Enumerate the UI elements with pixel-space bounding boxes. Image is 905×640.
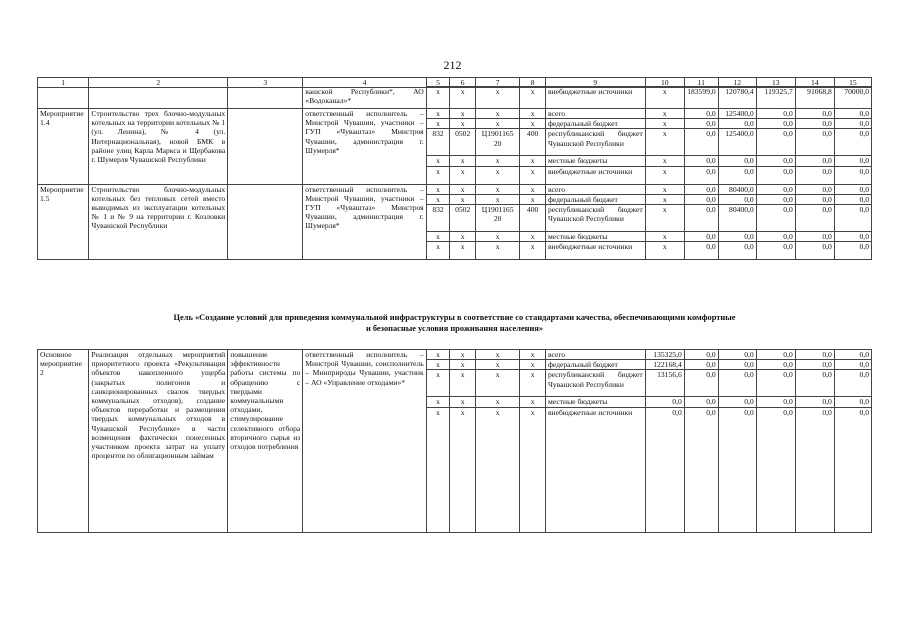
value-cell: x [426,232,450,242]
amount-cell: 0,0 [684,232,718,242]
responsible-cell: ответственный исполнитель – Минстрой Чувашии, соисполнитель – Минприроды Чувашии, участник – АО «Управление отходами»* [303,350,426,533]
page-number: 212 [443,58,462,72]
amount-cell: 0,0 [795,350,834,360]
value-cell: x [520,109,546,119]
event-code-cell: Мероприятие 1.4 [38,109,89,185]
value-cell: x [426,360,450,370]
value-cell: x [476,360,520,370]
value-cell: x [476,397,520,407]
amount-cell: 0,0 [718,156,756,166]
amount-cell: 0,0 [834,205,871,232]
value-cell: x [450,350,476,360]
amount-cell: 0,0 [756,407,795,532]
value-cell: x [645,205,684,232]
amount-cell: 0,0 [834,242,871,260]
value-cell: x [520,184,546,194]
column-number: 2 [89,78,228,88]
value-cell: x [645,129,684,156]
value-cell: Ц1901165 20 [476,205,520,232]
value-cell: x [450,109,476,119]
amount-cell: 0,0 [834,166,871,184]
value-cell: x [476,232,520,242]
column-number: 14 [795,78,834,88]
amount-cell: 0,0 [756,156,795,166]
amount-cell: 0,0 [684,242,718,260]
amount-cell: 0,0 [718,119,756,129]
amount-cell: 0,0 [834,129,871,156]
amount-cell: 0,0 [684,360,718,370]
amount-cell: 0,0 [718,242,756,260]
amount-cell: 0,0 [684,194,718,204]
value-cell: x [645,194,684,204]
amount-cell: 0,0 [795,156,834,166]
value-cell: x [476,166,520,184]
amount-cell: 0,0 [718,232,756,242]
amount-cell: 0,0 [684,370,718,397]
amount-cell: 0,0 [756,370,795,397]
amount-cell: 0,0 [795,109,834,119]
goal-heading [37,312,872,334]
value-cell: x [645,87,684,109]
funding-source-cell: республиканский бюджет Чувашской Республики [545,129,645,156]
goal-line: и безопасные условия проживания населения» [365,324,544,333]
funding-row [38,350,872,360]
amount-cell: 0,0 [756,129,795,156]
amount-cell: 0,0 [795,370,834,397]
column-number: 10 [645,78,684,88]
funding-source-cell: внебюджетные источники [545,166,645,184]
amount-cell: 0,0 [756,166,795,184]
value-cell: x [645,109,684,119]
amount-cell: 0,0 [756,350,795,360]
funding-source-cell: федеральный бюджет [545,119,645,129]
funding-row [38,109,872,119]
event-description-cell: Строительство блочно-модульных котельных без тепловых сетей вместо выводимых из эксплуатации котельных № 1 и № 9 на территории г. Козловки Чувашской Республики [89,184,228,260]
amount-cell: 0,0 [834,119,871,129]
amount-cell: 0,0 [684,156,718,166]
target-indicator-cell [228,184,303,260]
amount-cell: 91068,8 [795,87,834,109]
value-cell: x [520,370,546,397]
value-cell: x [520,407,546,532]
event-description-cell: Строительство трех блочно-модульных котельных на территории котельных № 1 (ул. Ленина), № 4 (ул. Интернациональная), новой БМК в районе улиц Карла Маркса и Щербакова г. Шумерля Чувашской Республики [89,109,228,185]
value-cell: x [476,87,520,109]
amount-cell: 0,0 [684,109,718,119]
amount-cell: 0,0 [684,119,718,129]
amount-cell: 125400,0 [718,129,756,156]
value-cell: x [476,242,520,260]
amount-cell: 0,0 [684,205,718,232]
goal-line: Цель «Создание условий для приведения коммунальной инфраструктуры в соответствие со стандартами качества, обеспечивающими комфортные [173,313,736,322]
value-cell: x [450,232,476,242]
funding-source-cell: республиканский бюджет Чувашской Республики [545,370,645,397]
events-table-bottom [37,349,872,533]
amount-cell: 0,0 [718,370,756,397]
value-cell: x [520,232,546,242]
funding-source-cell: местные бюджеты [545,156,645,166]
funding-source-cell: федеральный бюджет [545,360,645,370]
value-cell: x [476,194,520,204]
funding-source-cell: местные бюджеты [545,232,645,242]
funding-row [38,184,872,194]
value-cell: 0502 [450,129,476,156]
value-cell: x [426,109,450,119]
amount-cell: 0,0 [718,360,756,370]
amount-cell: 0,0 [834,194,871,204]
amount-cell: 0,0 [718,350,756,360]
amount-cell: 80400,0 [718,184,756,194]
value-cell: 13156,6 [645,370,684,397]
value-cell: x [520,166,546,184]
amount-cell: 120780,4 [718,87,756,109]
responsible-cell: ответственный исполнитель – Минстрой Чувашии, участники – ГУП «Чуваштаз» Минстроя Чувашии, администрация г. Шумерля* [303,184,426,260]
value-cell: x [450,119,476,129]
amount-cell: 0,0 [834,156,871,166]
value-cell: 0,0 [645,407,684,532]
amount-cell: 0,0 [756,397,795,407]
value-cell: x [426,407,450,532]
value-cell: x [426,156,450,166]
column-number: 4 [303,78,426,88]
amount-cell: 0,0 [834,407,871,532]
amount-cell: 0,0 [834,350,871,360]
value-cell: x [426,166,450,184]
funding-source-cell: всего [545,350,645,360]
funding-source-cell: всего [545,184,645,194]
amount-cell: 0,0 [684,184,718,194]
value-cell: x [476,156,520,166]
column-number: 6 [450,78,476,88]
value-cell: x [520,397,546,407]
value-cell: 832 [426,205,450,232]
value-cell: x [450,397,476,407]
value-cell: x [645,232,684,242]
column-number: 8 [520,78,546,88]
event-code-cell: Мероприятие 1.5 [38,184,89,260]
value-cell: x [520,350,546,360]
amount-cell: 0,0 [756,184,795,194]
value-cell: 400 [520,129,546,156]
amount-cell: 0,0 [684,129,718,156]
amount-cell: 0,0 [795,166,834,184]
amount-cell: 0,0 [795,232,834,242]
value-cell: x [520,87,546,109]
amount-cell: 0,0 [718,194,756,204]
value-cell: x [476,370,520,397]
amount-cell: 0,0 [795,205,834,232]
amount-cell: 0,0 [795,119,834,129]
amount-cell: 0,0 [756,232,795,242]
amount-cell: 0,0 [834,109,871,119]
funding-source-cell: республиканский бюджет Чувашской Республики [545,205,645,232]
value-cell: x [426,87,450,109]
value-cell: x [426,119,450,129]
value-cell: x [520,242,546,260]
value-cell: 832 [426,129,450,156]
amount-cell: 125400,0 [718,109,756,119]
value-cell: x [476,350,520,360]
value-cell: x [426,397,450,407]
funding-source-cell: внебюджетные источники [545,407,645,532]
amount-cell: 119325,7 [756,87,795,109]
amount-cell: 0,0 [756,360,795,370]
value-cell: x [520,119,546,129]
value-cell: x [426,242,450,260]
amount-cell: 0,0 [834,370,871,397]
amount-cell: 80400,0 [718,205,756,232]
value-cell: Ц1901165 20 [476,129,520,156]
value-cell: x [645,156,684,166]
column-number: 1 [38,78,89,88]
target-indicator-cell [228,109,303,185]
column-number: 3 [228,78,303,88]
value-cell: x [645,184,684,194]
value-cell: x [450,166,476,184]
amount-cell: 0,0 [795,129,834,156]
value-cell: x [645,242,684,260]
value-cell: x [450,156,476,166]
value-cell: x [476,184,520,194]
amount-cell: 0,0 [718,397,756,407]
value-cell: 122168,4 [645,360,684,370]
amount-cell: 0,0 [795,242,834,260]
amount-cell: 0,0 [834,397,871,407]
amount-cell: 183599,0 [684,87,718,109]
value-cell: x [520,156,546,166]
value-cell: x [426,370,450,397]
amount-cell: 0,0 [834,232,871,242]
cell-empty [228,87,303,109]
value-cell: 135325,0 [645,350,684,360]
amount-cell: 0,0 [756,242,795,260]
funding-source-cell: внебюджетные источники [545,87,645,109]
amount-cell: 0,0 [684,166,718,184]
cell-empty [38,87,89,109]
amount-cell: 0,0 [795,194,834,204]
column-number: 12 [718,78,756,88]
amount-cell: 0,0 [756,205,795,232]
column-number: 11 [684,78,718,88]
funding-source-cell: местные бюджеты [545,397,645,407]
value-cell: x [450,360,476,370]
amount-cell: 0,0 [795,397,834,407]
column-number: 15 [834,78,871,88]
column-number: 5 [426,78,450,88]
amount-cell: 0,0 [795,360,834,370]
value-cell: x [520,194,546,204]
value-cell: x [450,87,476,109]
amount-cell: 0,0 [684,397,718,407]
value-cell: x [520,360,546,370]
value-cell: x [450,194,476,204]
value-cell: x [450,242,476,260]
amount-cell: 0,0 [718,407,756,532]
event-description-cell: Реализация отдельных мероприятий приоритетного проекта «Рекультивация объектов накопленного ущерба (закрытых полигонов и санкционированных свалок твердых коммунальных отходов), создание объектов переработки и размещения твердых коммунальных отходов в Чувашской Республике» в части возмещения фактически понесенных участником проекта затрат на уплату процентов по облигационным займам [89,350,228,533]
column-number: 13 [756,78,795,88]
value-cell: x [426,194,450,204]
value-cell: x [476,109,520,119]
funding-source-cell: внебюджетные источники [545,242,645,260]
value-cell: x [450,184,476,194]
value-cell: x [450,370,476,397]
column-number: 7 [476,78,520,88]
continuation-row [38,87,872,109]
value-cell: x [476,407,520,532]
amount-cell: 0,0 [756,119,795,129]
value-cell: x [645,119,684,129]
amount-cell: 0,0 [756,194,795,204]
amount-cell: 0,0 [834,360,871,370]
column-number: 9 [545,78,645,88]
funding-source-cell: всего [545,109,645,119]
amount-cell: 70000,0 [834,87,871,109]
responsible-cell: вашской Республики*, АО «Водоканал»* [303,87,426,109]
value-cell: x [426,350,450,360]
value-cell: x [476,119,520,129]
value-cell: 400 [520,205,546,232]
amount-cell: 0,0 [718,166,756,184]
amount-cell: 0,0 [684,407,718,532]
event-code-cell: Основное мероприятие 2 [38,350,89,533]
amount-cell: 0,0 [756,109,795,119]
value-cell: x [645,166,684,184]
amount-cell: 0,0 [795,184,834,194]
responsible-cell: ответственный исполнитель – Минстрой Чувашии, участники – ГУП «Чуваштаз» Минстроя Чувашии, администрация г. Шумерля* [303,109,426,185]
cell-empty [89,87,228,109]
value-cell: x [450,407,476,532]
value-cell: 0,0 [645,397,684,407]
target-indicator-cell: повышение эффективности работы системы по обращению с твердыми коммунальными отходами, стимулирование селективного отбора вторичного сырья из отходов потребления [228,350,303,533]
events-table-top [37,86,872,260]
value-cell: 0502 [450,205,476,232]
amount-cell: 0,0 [795,407,834,532]
amount-cell: 0,0 [684,350,718,360]
value-cell: x [426,184,450,194]
amount-cell: 0,0 [834,184,871,194]
funding-source-cell: федеральный бюджет [545,194,645,204]
